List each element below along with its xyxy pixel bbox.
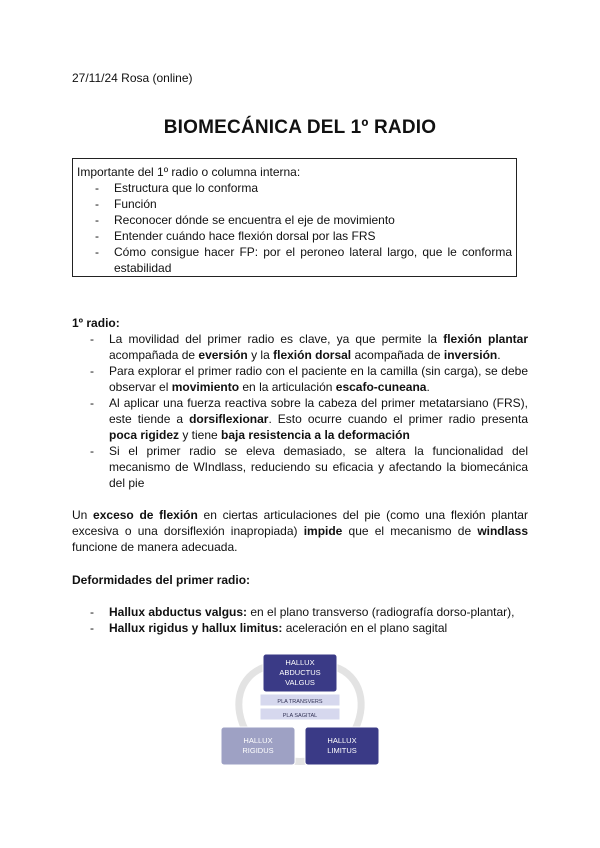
flexion-paragraph: Un exceso de flexión en ciertas articulaciones del pie (como una flexión plantar excesiva o una dorsiflexión inapropiada) impide que el mecanismo de windlass funcione de manera adecuada. — [72, 508, 528, 554]
date-line: 27/11/24 Rosa (online) — [72, 71, 193, 85]
radio-list — [72, 331, 528, 491]
hallux-diagram — [210, 645, 390, 775]
list-item: - Función — [77, 196, 512, 212]
top-box-line2: ABDUCTUS — [279, 668, 321, 677]
left-box-line2: RIGIDUS — [242, 746, 274, 755]
list-item: - Al aplicar una fuerza reactiva sobre la cabeza del primer metatarsiano (FRS), este tiende a dorsiflexionar. Esto ocurre cuando el primer radio presenta poca rigidez y tiene baja resistencia a la deformación — [72, 395, 528, 443]
radio-section — [72, 315, 528, 491]
list-item: - Hallux abductus valgus: en el plano transverso (radiografía dorso-plantar), — [72, 604, 528, 620]
list-item: - Si el primer radio se eleva demasiado, se altera la funcionalidad del mecanismo de WIndlass, reduciendo su eficacia y afectando la biomecánica del pie — [72, 443, 528, 491]
transverse-label: PLA TRANSVERS — [277, 699, 323, 705]
list-item: - Cómo consigue hacer FP: por el peroneo lateral largo, que le conforma estabilidad — [77, 244, 512, 276]
page-title: BIOMECÁNICA DEL 1º RADIO — [163, 117, 437, 138]
sagittal-label: PLA SAGITAL — [282, 713, 318, 719]
intro-list — [77, 180, 512, 276]
top-box-line3: VALGUS — [285, 678, 315, 687]
intro-heading: Importante del 1º radio o columna interna: — [77, 165, 301, 179]
top-box-line1: HALLUX — [285, 658, 315, 667]
list-item: - Estructura que lo conforma — [77, 180, 512, 196]
list-item: - Hallux rigidus y hallux limitus: aceleración en el plano sagital — [72, 620, 528, 636]
list-item: - Reconocer dónde se encuentra el eje de movimiento — [77, 212, 512, 228]
list-item: - Entender cuándo hace flexión dorsal por las FRS — [77, 228, 512, 244]
deformities-section — [72, 604, 528, 636]
radio-section-title: 1º radio: — [72, 316, 120, 330]
deformities-list — [72, 604, 528, 636]
right-box-line1: HALLUX — [327, 736, 357, 745]
list-item: - La movilidad del primer radio es clave, ya que permite la flexión plantar acompañada de eversión y la flexión dorsal acompañada de inversión. — [72, 331, 528, 363]
right-box-line2: LIMITUS — [327, 746, 357, 755]
left-box-line1: HALLUX — [243, 736, 273, 745]
deformities-title: Deformidades del primer radio: — [72, 573, 251, 587]
list-item: - Para explorar el primer radio con el paciente en la camilla (sin carga), se debe observar el movimiento en la articulación escafo-cuneana. — [72, 363, 528, 395]
intro-box — [72, 158, 517, 277]
